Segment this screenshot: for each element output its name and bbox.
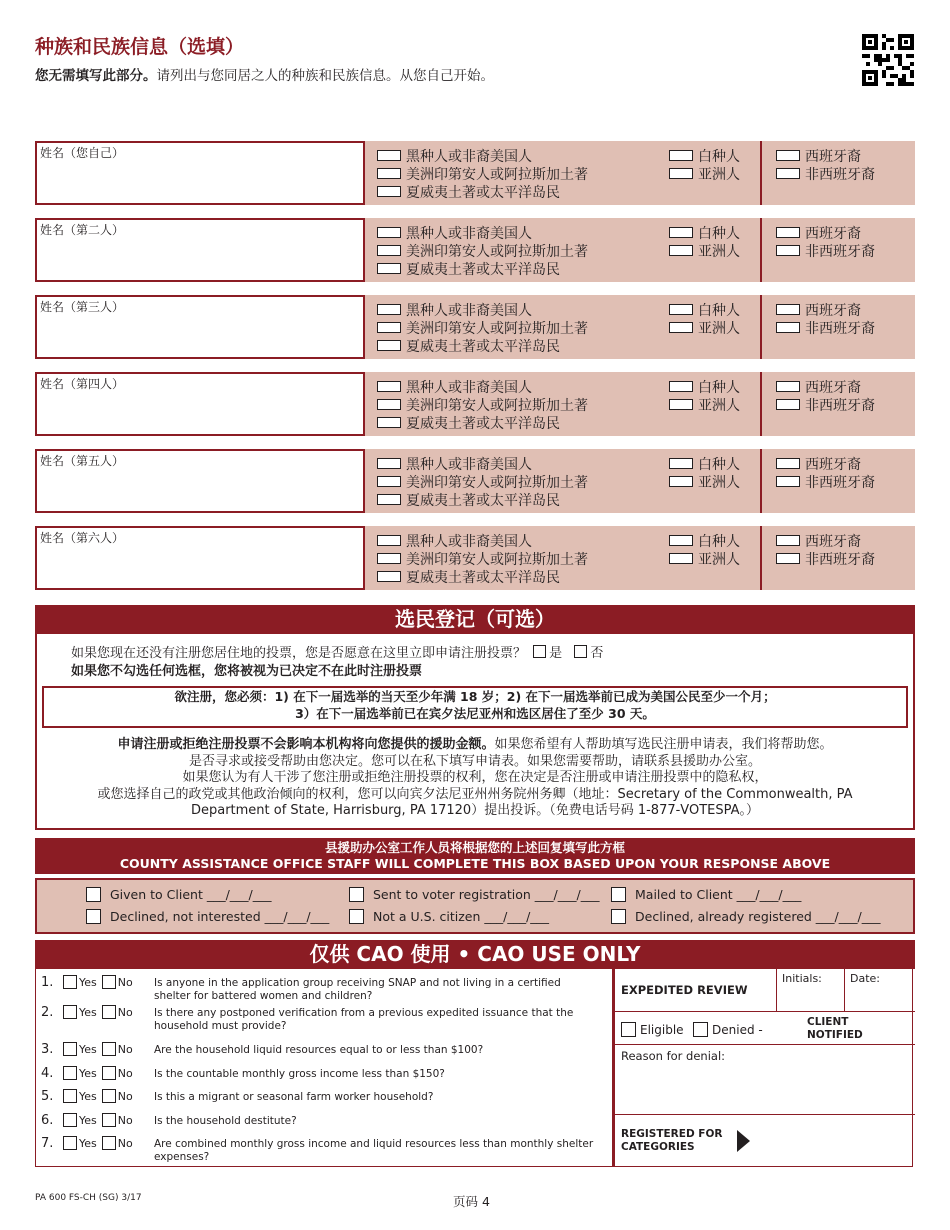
non-hispanic-option[interactable]: 非西班牙裔: [776, 318, 875, 337]
name-label: 姓名（第三人）: [40, 300, 125, 314]
checkbox[interactable]: [693, 1022, 708, 1037]
client-notified-label: CLIENT NOTIFIED: [807, 1016, 863, 1041]
checkbox[interactable]: [377, 186, 401, 197]
name-label: 姓名（第四人）: [40, 377, 125, 391]
question-text: Is this a migrant or seasonal farm worker household?: [154, 1091, 434, 1103]
question-text: Is the countable monthly gross income less than $150?: [154, 1068, 445, 1080]
yes-no-options: Yes No: [63, 1005, 133, 1019]
checkbox[interactable]: [669, 304, 693, 315]
race-white-option[interactable]: 白种人: [669, 300, 740, 319]
no-checkbox[interactable]: [102, 1066, 116, 1080]
checkbox[interactable]: [669, 381, 693, 392]
given-to-client-option[interactable]: Given to Client ___/___/___: [86, 887, 272, 902]
county-status-box: [35, 878, 915, 934]
checkbox[interactable]: [377, 150, 401, 161]
checkbox[interactable]: [669, 399, 693, 410]
yes-no-options: Yes No: [63, 1042, 133, 1056]
cao-section: [35, 968, 913, 1167]
question-text: Is there any postponed verification from a previous expedited issuance that the household must provide?: [154, 1007, 574, 1032]
checkbox[interactable]: [377, 553, 401, 564]
checkbox[interactable]: [776, 553, 800, 564]
divider: [760, 295, 762, 359]
checkbox[interactable]: [776, 227, 800, 238]
no-checkbox[interactable]: [102, 975, 116, 989]
race-pacific-option[interactable]: 夏威夷土著或太平洋岛民: [377, 490, 560, 509]
checkbox[interactable]: [776, 150, 800, 161]
yes-checkbox[interactable]: [63, 1136, 77, 1150]
race-asian-option[interactable]: 亚洲人: [669, 164, 740, 183]
checkbox[interactable]: [86, 909, 101, 924]
race-native-option[interactable]: 美洲印第安人或阿拉斯加土著: [377, 241, 588, 260]
arrow-right-icon: [737, 1130, 751, 1152]
question-number: 1.: [41, 975, 54, 990]
voter-question: 如果您现在还没有注册您居住地的投票，您是否愿意在这里立即申请注册投票？ 是 否: [71, 646, 604, 661]
checkbox[interactable]: [776, 381, 800, 392]
checkbox[interactable]: [377, 340, 401, 351]
yes-checkbox[interactable]: [63, 1089, 77, 1103]
yes-no-options: Yes No: [63, 1113, 133, 1127]
checkbox[interactable]: [776, 535, 800, 546]
voter-no-checkbox[interactable]: [574, 645, 587, 658]
name-field[interactable]: [35, 526, 365, 590]
checkbox[interactable]: [377, 417, 401, 428]
checkbox[interactable]: [377, 322, 401, 333]
race-black-option[interactable]: 黑种人或非裔美国人: [377, 146, 532, 165]
non-hispanic-option[interactable]: 非西班牙裔: [776, 472, 875, 491]
checkbox[interactable]: [377, 245, 401, 256]
voter-banner: 选民登记（可选）: [35, 605, 915, 634]
name-field[interactable]: [35, 141, 365, 205]
sent-to-registration-option[interactable]: Sent to voter registration ___/___/___: [349, 887, 599, 902]
question-text: Are the household liquid resources equal to or less than $100?: [154, 1044, 484, 1056]
name-label: 姓名（第六人）: [40, 531, 125, 545]
checkbox[interactable]: [349, 887, 364, 902]
yes-checkbox[interactable]: [63, 1005, 77, 1019]
race-native-option[interactable]: 美洲印第安人或阿拉斯加土著: [377, 164, 588, 183]
checkbox[interactable]: [377, 381, 401, 392]
non-hispanic-option[interactable]: 非西班牙裔: [776, 549, 875, 568]
checkbox[interactable]: [669, 227, 693, 238]
yes-no-options: Yes No: [63, 1136, 133, 1150]
person-row: [35, 449, 915, 513]
question-number: 4.: [41, 1066, 54, 1081]
checkbox[interactable]: [776, 245, 800, 256]
not-citizen-option[interactable]: Not a U.S. citizen ___/___/___: [349, 909, 549, 924]
checkbox[interactable]: [377, 571, 401, 582]
checkbox[interactable]: [377, 399, 401, 410]
hispanic-option[interactable]: 西班牙裔: [776, 454, 861, 473]
checkbox[interactable]: [377, 304, 401, 315]
race-pacific-option[interactable]: 夏威夷土著或太平洋岛民: [377, 567, 560, 586]
hispanic-option[interactable]: 西班牙裔: [776, 377, 861, 396]
checkbox[interactable]: [669, 150, 693, 161]
yes-checkbox[interactable]: [63, 1113, 77, 1127]
race-white-option[interactable]: 白种人: [669, 223, 740, 242]
race-black-option[interactable]: 黑种人或非裔美国人: [377, 300, 532, 319]
question-text: Are combined monthly gross income and liquid resources less than monthly shelter expenses?: [154, 1138, 594, 1163]
race-white-option[interactable]: 白种人: [669, 146, 740, 165]
race-pacific-option[interactable]: 夏威夷土著或太平洋岛民: [377, 336, 560, 355]
checkbox[interactable]: [377, 168, 401, 179]
person-row: [35, 526, 915, 590]
checkbox[interactable]: [377, 535, 401, 546]
mailed-to-client-option[interactable]: Mailed to Client ___/___/___: [611, 887, 801, 902]
race-white-option[interactable]: 白种人: [669, 377, 740, 396]
divider: [760, 218, 762, 282]
county-banner: 县援助办公室工作人员将根据您的上述回复填写此方框 COUNTY ASSISTANCE OFFICE STAFF WILL COMPLETE THIS BOX BASED UPON YOUR RESPONSE ABOVE: [35, 838, 915, 874]
checkbox[interactable]: [669, 535, 693, 546]
race-asian-option[interactable]: 亚洲人: [669, 318, 740, 337]
declined-already-registered-option[interactable]: Declined, already registered ___/___/___: [611, 909, 880, 924]
divider: [760, 372, 762, 436]
checkbox[interactable]: [611, 887, 626, 902]
question-text: Is anyone in the application group receiving SNAP and not living in a certified shelter for battered women and children?: [154, 977, 561, 1002]
yes-no-options: Yes No: [63, 1089, 133, 1103]
registered-categories-label: REGISTERED FOR CATEGORIES: [621, 1128, 723, 1153]
section-title: 种族和民族信息（选填）: [35, 36, 245, 58]
name-field[interactable]: [35, 372, 365, 436]
question-number: 7.: [41, 1136, 54, 1151]
checkbox[interactable]: [377, 494, 401, 505]
race-native-option[interactable]: 美洲印第安人或阿拉斯加土著: [377, 395, 588, 414]
divider: [760, 449, 762, 513]
non-hispanic-option[interactable]: 非西班牙裔: [776, 395, 875, 414]
checkbox[interactable]: [611, 909, 626, 924]
race-black-option[interactable]: 黑种人或非裔美国人: [377, 531, 532, 550]
reason-for-denial-label: Reason for denial:: [621, 1049, 726, 1063]
non-hispanic-option[interactable]: 非西班牙裔: [776, 241, 875, 260]
race-asian-option[interactable]: 亚洲人: [669, 395, 740, 414]
checkbox[interactable]: [669, 322, 693, 333]
no-checkbox[interactable]: [102, 1136, 116, 1150]
yes-checkbox[interactable]: [63, 975, 77, 989]
cao-banner: 仅供 CAO 使用 • CAO USE ONLY: [35, 940, 915, 969]
hispanic-option[interactable]: 西班牙裔: [776, 223, 861, 242]
person-row: [35, 218, 915, 282]
voter-note: 如果您不勾选任何选框，您将被视为已决定不在此时注册投票: [71, 664, 423, 679]
section-subtitle: 您无需填写此部分。请列出与您同居之人的种族和民族信息。从您自己开始。: [35, 68, 494, 84]
race-native-option[interactable]: 美洲印第安人或阿拉斯加土著: [377, 549, 588, 568]
yes-checkbox[interactable]: [63, 1042, 77, 1056]
checkbox[interactable]: [669, 476, 693, 487]
question-number: 2.: [41, 1005, 54, 1020]
form-id: PA 600 FS-CH (SG) 3/17: [35, 1193, 142, 1203]
race-native-option[interactable]: 美洲印第安人或阿拉斯加土著: [377, 472, 588, 491]
denied-option[interactable]: Denied -: [693, 1022, 763, 1037]
page-number: 页码 4: [453, 1194, 490, 1209]
race-asian-option[interactable]: 亚洲人: [669, 241, 740, 260]
no-checkbox[interactable]: [102, 1042, 116, 1056]
checkbox[interactable]: [377, 263, 401, 274]
expedited-review-label: EXPEDITED REVIEW: [621, 983, 748, 997]
name-field[interactable]: [35, 295, 365, 359]
race-black-option[interactable]: 黑种人或非裔美国人: [377, 454, 532, 473]
name-field[interactable]: [35, 449, 365, 513]
divider: [760, 141, 762, 205]
hispanic-option[interactable]: 西班牙裔: [776, 300, 861, 319]
initials-label: Initials:: [782, 972, 822, 985]
yes-no-options: Yes No: [63, 975, 133, 989]
date-label: Date:: [850, 972, 880, 985]
checkbox[interactable]: [377, 458, 401, 469]
voter-requirements: 欲注册，您必须：1) 在下一届选举的当天至少年满 18 岁；2) 在下一届选举前已成为美国公民至少一个月； 3）在下一届选举前已在宾夕法尼亚州和选区居住了至少 30 天。: [42, 686, 908, 728]
race-pacific-option[interactable]: 夏威夷土著或太平洋岛民: [377, 182, 560, 201]
hispanic-option[interactable]: 西班牙裔: [776, 146, 861, 165]
checkbox[interactable]: [377, 227, 401, 238]
name-label: 姓名（第五人）: [40, 454, 125, 468]
race-black-option[interactable]: 黑种人或非裔美国人: [377, 223, 532, 242]
checkbox[interactable]: [669, 458, 693, 469]
no-checkbox[interactable]: [102, 1005, 116, 1019]
race-pacific-option[interactable]: 夏威夷土著或太平洋岛民: [377, 259, 560, 278]
question-number: 3.: [41, 1042, 54, 1057]
race-white-option[interactable]: 白种人: [669, 531, 740, 550]
race-asian-option[interactable]: 亚洲人: [669, 472, 740, 491]
checkbox[interactable]: [776, 322, 800, 333]
voter-section: [35, 632, 915, 830]
no-checkbox[interactable]: [102, 1089, 116, 1103]
checkbox[interactable]: [776, 399, 800, 410]
hispanic-option[interactable]: 西班牙裔: [776, 531, 861, 550]
name-label: 姓名（第二人）: [40, 223, 125, 237]
voter-paragraph: 申请注册或拒绝注册投票不会影响本机构将向您提供的援助金额。如果您希望有人帮助填写选民注册申请表，我们将帮助您。 是否寻求或接受帮助由您决定。您可以在私下填写申请表。如果您需要帮助，请联系县援助办公室。 如果您认为有人干涉了您注册或拒绝注册投票的权利，您在决定是否注册或申请注册投票中的隐私权， 或您选择自己的政党或其他政治倾向的权利，您可以向宾夕法尼亚州州务院州务卿（地址：Secretary of the Commonwealth, PA Department of State, Harrisburg, PA 17120）提出投诉。（免费电话号码 1-877-VOTESPA。）: [97, 737, 853, 818]
person-row: [35, 372, 915, 436]
race-pacific-option[interactable]: 夏威夷土著或太平洋岛民: [377, 413, 560, 432]
no-checkbox[interactable]: [102, 1113, 116, 1127]
race-black-option[interactable]: 黑种人或非裔美国人: [377, 377, 532, 396]
checkbox[interactable]: [349, 909, 364, 924]
checkbox[interactable]: [776, 304, 800, 315]
eligible-option[interactable]: Eligible: [621, 1022, 684, 1037]
race-white-option[interactable]: 白种人: [669, 454, 740, 473]
checkbox[interactable]: [669, 168, 693, 179]
question-number: 6.: [41, 1113, 54, 1128]
checkbox[interactable]: [669, 245, 693, 256]
voter-yes-checkbox[interactable]: [533, 645, 546, 658]
question-text: Is the household destitute?: [154, 1115, 297, 1127]
person-row: [35, 141, 915, 205]
checkbox[interactable]: [776, 458, 800, 469]
qr-code-icon: [862, 34, 914, 86]
checkbox[interactable]: [377, 476, 401, 487]
declined-not-interested-option[interactable]: Declined, not interested ___/___/___: [86, 909, 329, 924]
person-row: [35, 295, 915, 359]
race-native-option[interactable]: 美洲印第安人或阿拉斯加土著: [377, 318, 588, 337]
checkbox[interactable]: [86, 887, 101, 902]
checkbox[interactable]: [669, 553, 693, 564]
name-field[interactable]: [35, 218, 365, 282]
yes-checkbox[interactable]: [63, 1066, 77, 1080]
checkbox[interactable]: [776, 476, 800, 487]
yes-no-options: Yes No: [63, 1066, 133, 1080]
non-hispanic-option[interactable]: 非西班牙裔: [776, 164, 875, 183]
checkbox[interactable]: [776, 168, 800, 179]
question-number: 5.: [41, 1089, 54, 1104]
name-label: 姓名（您自己）: [40, 146, 125, 160]
expedited-panel: [612, 968, 915, 1166]
race-asian-option[interactable]: 亚洲人: [669, 549, 740, 568]
checkbox[interactable]: [621, 1022, 636, 1037]
divider: [760, 526, 762, 590]
